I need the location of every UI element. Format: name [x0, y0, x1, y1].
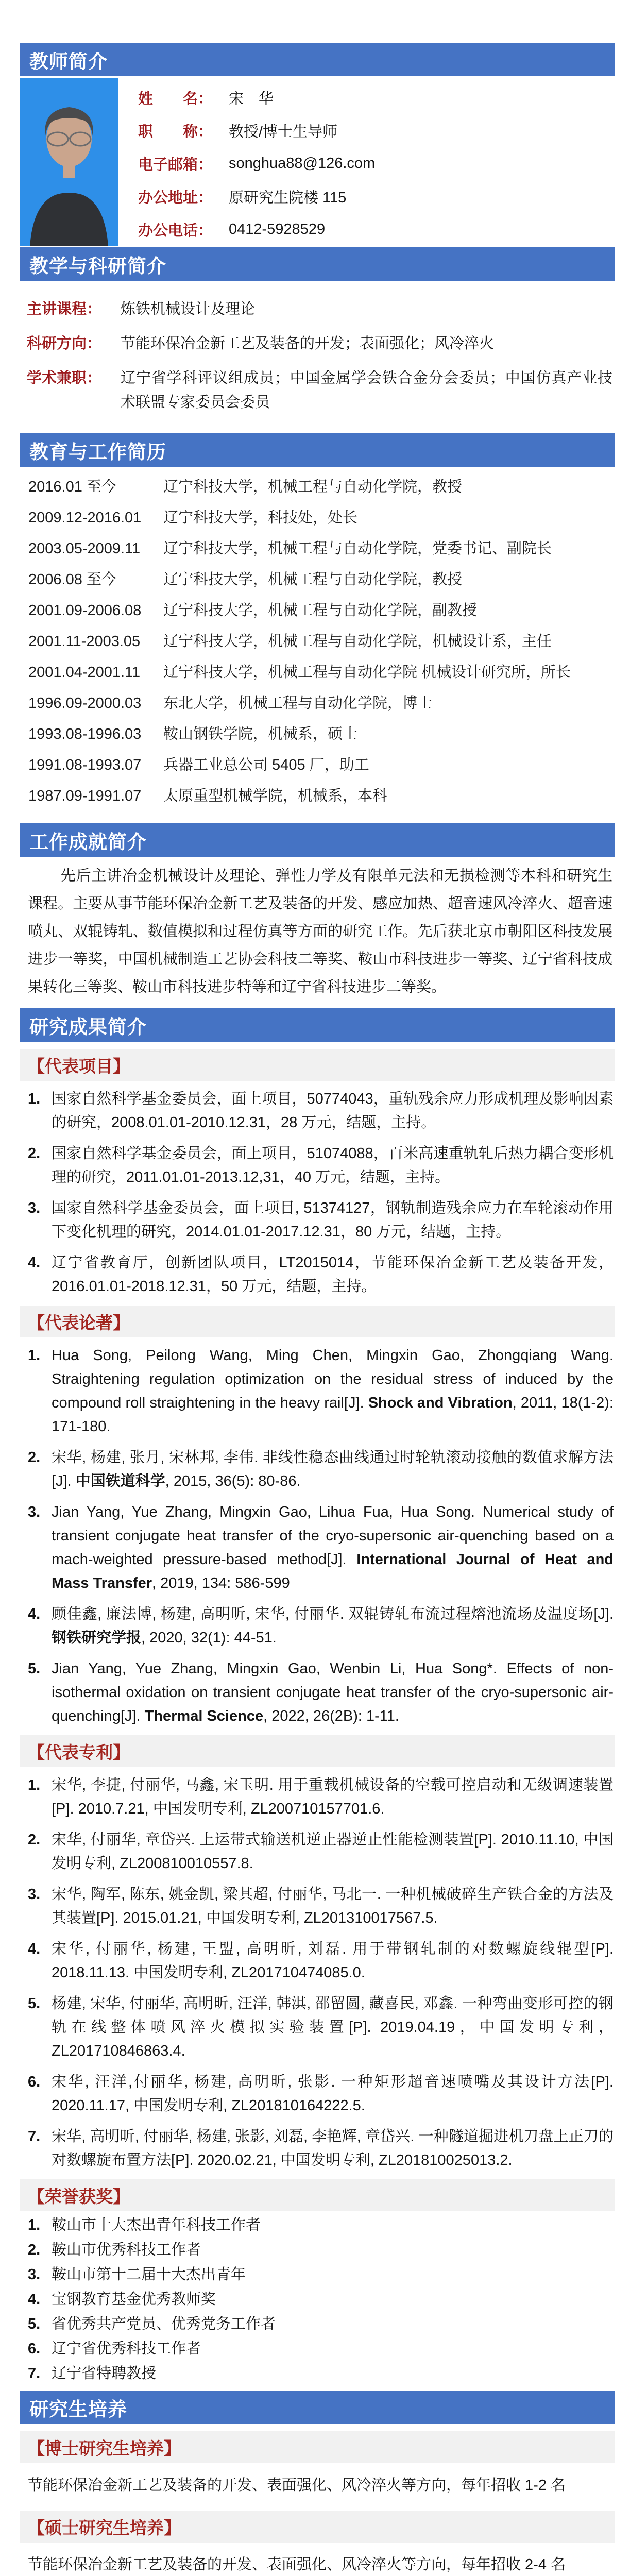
project-item: 国家自然科学基金委员会，面上项目，50774043，重轨残余应力形成机理及影响因素的研究，2008.01.01-2010.12.31，28 万元，结题，主持。: [52, 1091, 614, 1131]
publication-item: [28, 1446, 614, 1493]
education-row: [28, 726, 614, 742]
education-row: [28, 572, 614, 587]
section-teacher-profile: [20, 43, 615, 246]
awards-list: [20, 2217, 615, 2382]
email-value: songhua88@126.com: [229, 155, 376, 172]
academic-posts-label: 学术兼职：: [27, 370, 102, 386]
profile-block: [20, 76, 615, 246]
award-item: 省优秀共产党员、优秀党务工作者: [52, 2316, 276, 2332]
pub-pre: 宋华, 杨建, 张月, 宋林邦, 李伟. 非线性稳态曲线通过时轮轨滚动接触的数值求解方法[J].: [52, 1449, 614, 1489]
profile-photo: [20, 78, 118, 246]
section-title: 研究成果简介: [29, 1016, 147, 1038]
subheader-text: 【代表专利】: [28, 1742, 130, 1762]
achievements-paragraph: 先后主讲冶金机械设计及理论、弹性力学及有限单元法和无损检测等本科和研究生课程。主要从事节能环保冶金新工艺及装备的开发、感应加热、超音速风冷淬火、超音速喷丸、双辊铸轧、数值模拟和过程仿真等方面的研究工作。先后获北京市朝阳区科技发展进步一等奖，中国机械制造工艺协会科技二等奖、鞍山市科技进步一等奖、辽宁省科技成果转化三等奖、鞍山市科技进步特等和辽宁省科技进步二等奖。: [28, 868, 612, 995]
pub-journal: 中国铁道科学: [75, 1473, 165, 1489]
academic-posts-value: 辽宁省学科评议组成员；中国金属学会铁合金分会委员；中国仿真产业技术联盟专家委员会委员: [121, 370, 612, 411]
education-row: [28, 634, 614, 649]
pub-pre: Jian Yang, Yue Zhang, Mingxin Gao, Lihua Fua, Hua Song. Numerical study of transient conjugate heat transfer of the cryo-supersonic air-quenching based on a mach-weighted pressure-based method[J].: [52, 1504, 614, 1568]
patent-item: 宋华, 陶军, 陈东, 姚金凯, 梁其超, 付丽华, 马北一. 一种机械破碎生产铁合金的方法及其装置[P]. 2015.01.21, 中国发明专利, ZL201310017567.5.: [52, 1886, 614, 1926]
edu-detail: 兵器工业总公司 5405 厂，助工: [163, 757, 369, 773]
education-rows: [20, 467, 615, 822]
pub-post: , 2022, 26(2B): 1-11.: [263, 1708, 399, 1724]
teaching-rows: [20, 281, 615, 432]
section-title: 教师简介: [29, 50, 108, 72]
kv-main-courses: [27, 297, 612, 321]
project-item: 国家自然科学基金委员会，面上项目，51074088，百米高速重轨轧后热力耦合变形机理的研究，2011.01.01-2013.12,31，40 万元，结题，主持。: [52, 1145, 614, 1185]
kv-research-directions: [27, 332, 612, 356]
pub-post: , 2019, 134: 586-599: [152, 1575, 290, 1591]
edu-period: 2001.04-2001.11: [28, 664, 141, 681]
pub-journal: Shock and Vibration: [368, 1395, 513, 1411]
section-title: 教学与科研简介: [29, 255, 166, 277]
section-graduate-training: [20, 2391, 615, 2576]
section-header-education-work: [20, 433, 615, 467]
patent-item: 宋华, 付丽华, 章岱兴. 上运带式输送机逆止器逆止性能检测装置[P]. 2010.11.10, 中国发明专利, ZL200810010557.8.: [52, 1832, 614, 1872]
edu-detail: 鞍山钢铁学院，机械系，硕士: [163, 726, 358, 742]
section-research-results: [20, 1008, 615, 2382]
research-directions-value: 节能环保冶金新工艺及装备的开发；表面强化；风冷淬火: [121, 335, 495, 352]
edu-period: 2003.05-2009.11: [28, 540, 141, 557]
edu-period: 2009.12-2016.01: [28, 510, 142, 526]
section-title: 研究生培养: [29, 2398, 127, 2420]
education-row: [28, 665, 614, 680]
pub-journal: International Journal of Heat and Mass Transfer: [52, 1551, 614, 1591]
subheader-text: 【代表论著】: [28, 1313, 130, 1332]
award-item: 鞍山市第十二届十大杰出青年: [52, 2266, 246, 2283]
edu-detail: 东北大学，机械工程与自动化学院，博士: [163, 695, 433, 711]
edu-period: 1993.08-1996.03: [28, 726, 142, 742]
education-row: [28, 479, 614, 495]
education-row: [28, 757, 614, 773]
subheader-honors-awards: [20, 2179, 615, 2211]
edu-period: 1996.09-2000.03: [28, 695, 142, 711]
phd-training-text: 节能环保冶金新工艺及装备的开发、表面强化、风冷淬火等方向，每年招收 1-2 名: [28, 2477, 566, 2494]
section-header-teacher-profile: [20, 43, 615, 76]
kv-academic-posts: [27, 366, 612, 415]
name-label: 姓 名：: [138, 90, 213, 107]
project-item: 辽宁省教育厅，创新团队项目，LT2015014，节能环保冶金新工艺及装备开发，2016.01.01-2018.12.31，50 万元，结题，主持。: [52, 1255, 614, 1295]
section-teaching-research: [20, 247, 615, 432]
subheader-text: 【硕士研究生培养】: [28, 2518, 181, 2537]
publications-list: [20, 1344, 615, 1728]
edu-period: 2006.08 至今: [28, 571, 116, 588]
field-row-office-address: [138, 180, 615, 213]
section-header-achievements: [20, 823, 615, 857]
name-value: 宋 华: [229, 90, 274, 107]
edu-detail: 辽宁科技大学，机械工程与自动化学院，教授: [163, 571, 463, 588]
pub-journal: 钢铁研究学报: [52, 1630, 142, 1646]
main-courses-value: 炼铁机械设计及理论: [121, 301, 256, 317]
title-value: 教授/博士生导师: [229, 123, 338, 140]
section-achievements: [20, 823, 615, 1001]
edu-detail: 辽宁科技大学，机械工程与自动化学院，教授: [163, 479, 463, 495]
education-row: [28, 603, 614, 618]
field-row-name: [138, 81, 615, 114]
edu-detail: 辽宁科技大学，机械工程与自动化学院，副教授: [163, 602, 478, 619]
pub-post: , 2015, 36(5): 80-86.: [165, 1473, 301, 1489]
edu-detail: 辽宁科技大学，机械工程与自动化学院，党委书记、副院长: [163, 540, 552, 557]
subheader-text: 【代表项目】: [28, 1056, 130, 1076]
profile-fields: [138, 78, 615, 246]
subheader-representative-publications: [20, 1306, 615, 1337]
patent-item: 宋华, 李捷, 付丽华, 马鑫, 宋玉明. 用于重载机械设备的空载可控启动和无级调速装置[P]. 2010.7.21, 中国发明专利, ZL200710157701.6.: [52, 1777, 614, 1817]
office-phone-value: 0412-5928529: [229, 221, 326, 238]
patent-item: 杨建, 宋华, 付丽华, 高明昕, 汪洋, 韩淇, 邵留圆, 藏喜民, 邓鑫. 一种弯曲变形可控的钢轨在线整体喷风淬火模拟实验装置[P]. 2019.04.19，中国发明专利，ZL201710846863.4.: [52, 1995, 614, 2059]
section-title: 工作成就简介: [29, 831, 147, 853]
section-header-graduate-training: [20, 2391, 615, 2424]
pub-journal: Thermal Science: [144, 1708, 264, 1724]
section-title: 教育与工作简历: [29, 441, 166, 463]
field-row-office-phone: [138, 213, 615, 246]
field-row-title: [138, 114, 615, 147]
section-header-teaching-research: [20, 247, 615, 281]
education-row: [28, 510, 614, 526]
award-item: 辽宁省优秀科技工作者: [52, 2341, 201, 2357]
patent-item: 宋华, 汪洋,付丽华, 杨建, 高明昕, 张影. 一种矩形超音速喷嘴及其设计方法[P]. 2020.11.17, 中国发明专利, ZL201810164222.5.: [52, 2074, 614, 2114]
subheader-representative-patents: [20, 1735, 615, 1767]
pub-pre: 顾佳鑫, 廉法博, 杨建, 高明昕, 宋华, 付丽华. 双辊铸轧布流过程熔池流场及温度场[J].: [52, 1606, 614, 1622]
section-header-research-results: [20, 1008, 615, 1042]
subheader-representative-projects: [20, 1049, 615, 1081]
award-item: 辽宁省特聘教授: [52, 2365, 157, 2382]
publication-item: [28, 1602, 614, 1650]
subheader-text: 【博士研究生培养】: [28, 2438, 181, 2458]
patents-list: [20, 1773, 615, 2172]
subheader-text: 【荣誉获奖】: [28, 2187, 130, 2206]
education-row: [28, 696, 614, 711]
edu-period: 2001.11-2003.05: [28, 633, 141, 650]
pub-post: , 2011, 18(1-2): 171-180.: [52, 1395, 614, 1435]
master-training-text: 节能环保冶金新工艺及装备的开发、表面强化、风冷淬火等方向，每年招收 2-4 名: [28, 2556, 566, 2573]
section-education-work: [20, 433, 615, 822]
education-row: [28, 541, 614, 556]
publication-item: [28, 1344, 614, 1438]
award-item: 鞍山市十大杰出青年科技工作者: [52, 2217, 261, 2233]
subheader-phd-training: [20, 2431, 615, 2463]
office-address-value: 原研究生院楼 115: [229, 189, 347, 206]
award-item: 鞍山市优秀科技工作者: [52, 2242, 201, 2258]
main-courses-label: 主讲课程：: [27, 301, 102, 317]
office-phone-label: 办公电话：: [138, 222, 213, 239]
email-label: 电子邮箱：: [138, 156, 213, 173]
title-label: 职 称：: [138, 123, 213, 140]
project-item: 国家自然科学基金委员会，面上项目, 51374127，钢轨制造残余应力在车轮滚动作用下变化机理的研究，2014.01.01-2017.12.31，80 万元，结题，主持。: [52, 1200, 614, 1240]
edu-detail: 太原重型机械学院，机械系，本科: [163, 788, 388, 804]
projects-list: [20, 1087, 615, 1298]
field-row-email: [138, 147, 615, 180]
edu-period: 1987.09-1991.07: [28, 788, 142, 804]
edu-detail: 辽宁科技大学，机械工程与自动化学院，机械设计系，主任: [163, 633, 552, 650]
award-item: 宝钢教育基金优秀教师奖: [52, 2291, 216, 2308]
pub-post: , 2020, 32(1): 44-51.: [141, 1630, 277, 1646]
education-row: [28, 788, 614, 804]
publication-item: [28, 1657, 614, 1728]
pub-pre: Hua Song, Peilong Wang, Ming Chen, Mingxin Gao, Zhongqiang Wang. Straightening regulation optimization on the residual stress of induced by the compound roll straightening in the heavy rail[J].: [52, 1347, 614, 1411]
edu-detail: 辽宁科技大学，科技处，处长: [163, 510, 358, 526]
patent-item: 宋华, 高明昕, 付丽华, 杨建, 张影, 刘磊, 李艳辉, 章岱兴. 一种隧道掘进机刀盘上正刀的对数螺旋布置方法[P]. 2020.02.21, 中国发明专利, ZL201810025013.2.: [52, 2128, 614, 2168]
edu-period: 2016.01 至今: [28, 479, 116, 495]
research-directions-label: 科研方向：: [27, 335, 102, 352]
edu-period: 2001.09-2006.08: [28, 602, 142, 619]
edu-detail: 辽宁科技大学，机械工程与自动化学院 机械设计研究所，所长: [163, 664, 571, 681]
subheader-master-training: [20, 2511, 615, 2543]
office-address-label: 办公地址：: [138, 189, 213, 206]
patent-item: 宋华, 付丽华, 杨建, 王盟, 高明昕, 刘磊. 用于带钢轧制的对数螺旋线辊型[P]. 2018.11.13. 中国发明专利, ZL201710474085.0.: [52, 1941, 614, 1981]
person-portrait-icon: [20, 78, 118, 246]
pub-pre: Jian Yang, Yue Zhang, Mingxin Gao, Wenbin Li, Hua Song*. Effects of non-isothermal oxidation on transient conjugate heat transfer of the cryo-supersonic air-quenching[J].: [52, 1660, 614, 1724]
edu-period: 1991.08-1993.07: [28, 757, 142, 773]
publication-item: [28, 1500, 614, 1595]
